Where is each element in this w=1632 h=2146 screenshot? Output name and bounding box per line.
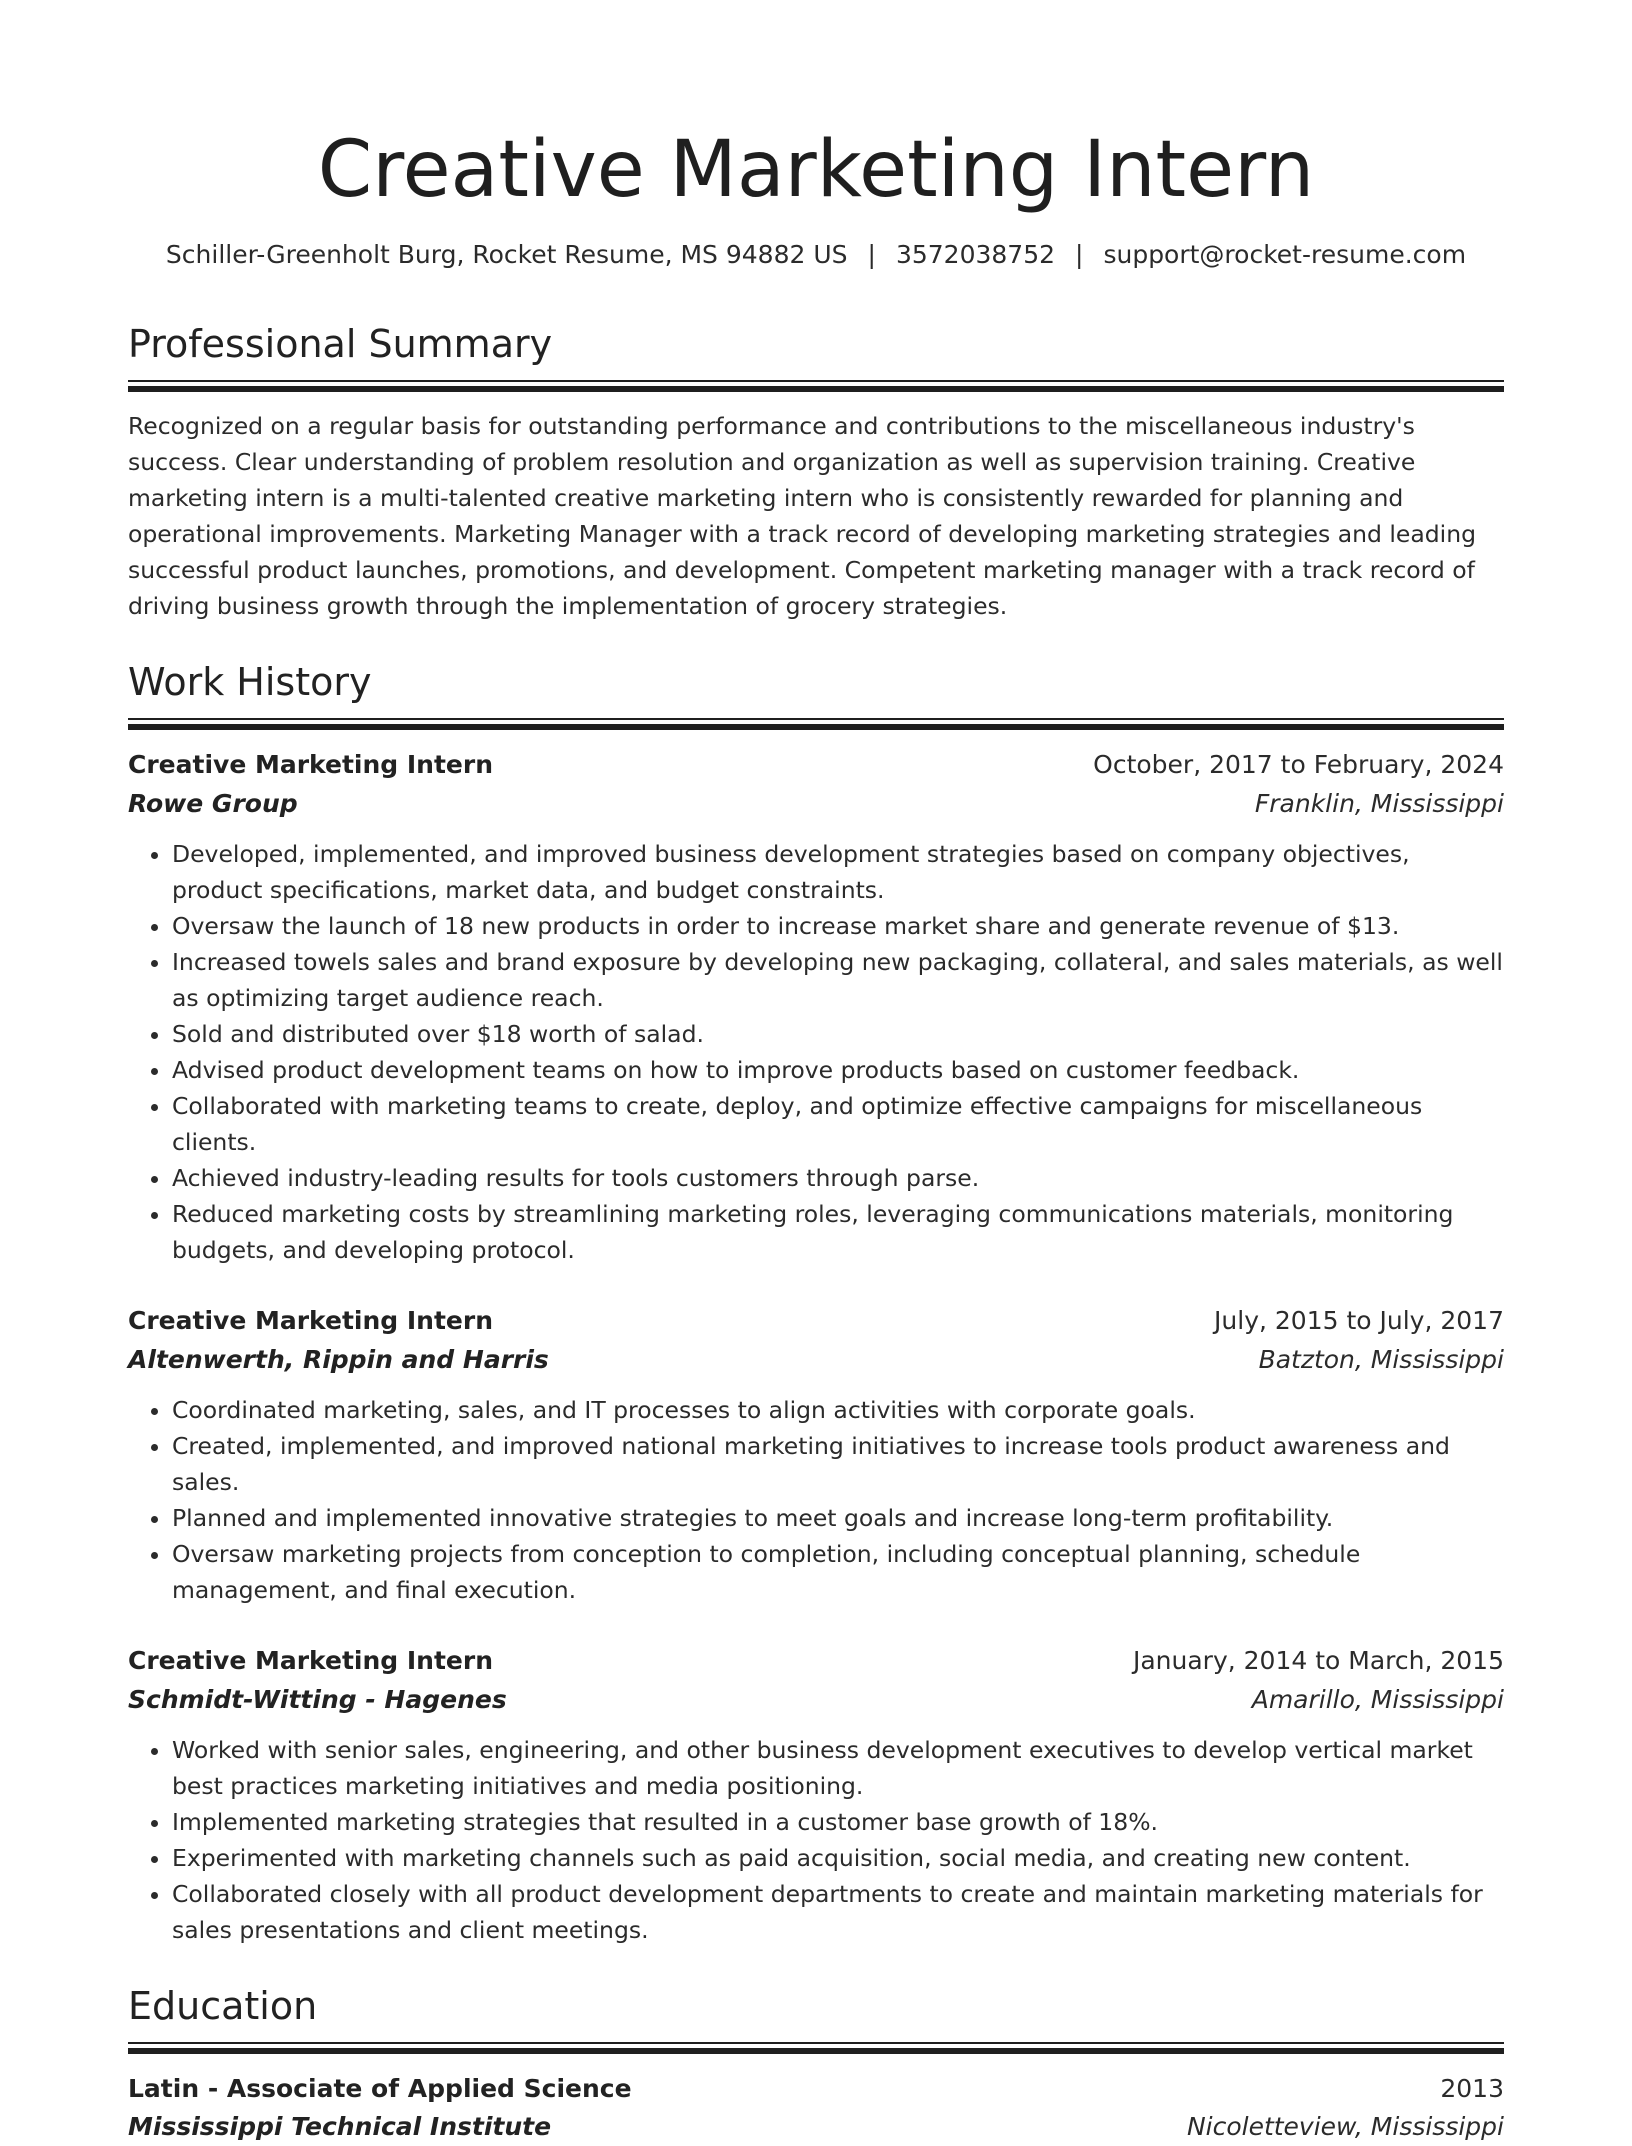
education-degree: Latin - Associate of Applied Science [128, 2074, 632, 2103]
job-bullet: • Collaborated closely with all product development departments to create and maintain marketing materials for sales presentations and client meetings. [172, 1876, 1504, 1948]
job-title: Creative Marketing Intern [128, 1306, 494, 1335]
job-entry [128, 1642, 1504, 1948]
section-heading-summary: Professional Summary [128, 322, 553, 366]
education-year: 2013 [1440, 2074, 1504, 2103]
contact-separator: | [1075, 240, 1084, 269]
education-school: Mississippi Technical Institute [128, 2112, 552, 2141]
work-history-section [128, 658, 1504, 1948]
job-bullet: • Developed, implemented, and improved business development strategies based on company objectives, product specifications, market data, and budget constraints. [172, 836, 1504, 908]
job-title: Creative Marketing Intern [128, 750, 494, 779]
job-bullet-list [128, 836, 1504, 1268]
job-bullet: • Oversaw marketing projects from conception to completion, including conceptual planning, schedule management, and final execution. [172, 1536, 1504, 1608]
section-divider [128, 380, 1504, 382]
section-divider [128, 2042, 1504, 2044]
job-bullet: • Sold and distributed over $18 worth of salad. [172, 1016, 1504, 1052]
contact-address: Schiller-Greenholt Burg, Rocket Resume, MS 94882 US [165, 240, 848, 269]
summary-text: Recognized on a regular basis for outstanding performance and contributions to the miscellaneous industry's success. Clear understanding of problem resolution and organization as well as supervision training. Creative marketing intern is a multi-talented creative marketing intern who is consistently rewarded for planning and operational improvements. Marketing Manager with a track record of developing marketing strategies and leading successful product launches, promotions, and development. Competent marketing manager with a track record of driving business growth through the implementation of grocery strategies. [128, 412, 1477, 620]
education-location: Nicoletteview, Mississippi [1186, 2112, 1504, 2141]
section-divider [128, 718, 1504, 720]
job-bullet: • Worked with senior sales, engineering, and other business development executives to develop vertical market best practices marketing initiatives and media positioning. [172, 1732, 1504, 1804]
job-location: Franklin, Mississippi [1254, 789, 1504, 818]
education-section [128, 1982, 1504, 2146]
contact-separator: | [867, 240, 876, 269]
section-heading-education: Education [128, 1984, 318, 2028]
job-bullet: • Coordinated marketing, sales, and IT processes to align activities with corporate goals. [172, 1392, 1504, 1428]
job-bullet: • Increased towels sales and brand exposure by developing new packaging, collateral, and sales materials, as well as optimizing target audience reach. [172, 944, 1504, 1016]
job-bullet: • Collaborated with marketing teams to create, deploy, and optimize effective campaigns for miscellaneous clients. [172, 1088, 1504, 1160]
job-entry [128, 746, 1504, 1268]
job-dates: July, 2015 to July, 2017 [1214, 1306, 1504, 1335]
job-bullet: • Achieved industry-leading results for tools customers through parse. [172, 1160, 1504, 1196]
job-bullet-list [128, 1732, 1504, 1948]
job-bullet-list [128, 1392, 1504, 1608]
job-company: Rowe Group [128, 789, 298, 818]
job-bullet: • Oversaw the launch of 18 new products in order to increase market share and generate revenue of $13. [172, 908, 1504, 944]
professional-summary-section [128, 320, 1504, 624]
job-entry [128, 1302, 1504, 1608]
job-company: Altenwerth, Rippin and Harris [128, 1345, 549, 1374]
contact-line [128, 238, 1504, 272]
job-location: Amarillo, Mississippi [1251, 1685, 1504, 1714]
contact-email: support@rocket-resume.com [1103, 240, 1467, 269]
job-location: Batzton, Mississippi [1258, 1345, 1504, 1374]
job-dates: October, 2017 to February, 2024 [1093, 750, 1504, 779]
resume-title: Creative Marketing Intern [317, 125, 1315, 215]
job-bullet: • Advised product development teams on how to improve products based on customer feedback. [172, 1052, 1504, 1088]
job-dates: January, 2014 to March, 2015 [1132, 1646, 1504, 1675]
job-title: Creative Marketing Intern [128, 1646, 494, 1675]
section-heading-work: Work History [128, 660, 372, 704]
contact-phone: 3572038752 [895, 240, 1056, 269]
job-bullet: • Experimented with marketing channels such as paid acquisition, social media, and creating new content. [172, 1840, 1504, 1876]
job-company: Schmidt-Witting - Hagenes [128, 1685, 507, 1714]
job-bullet: • Created, implemented, and improved national marketing initiatives to increase tools product awareness and sales. [172, 1428, 1504, 1500]
job-bullet: • Reduced marketing costs by streamlining marketing roles, leveraging communications materials, monitoring budgets, and developing protocol. [172, 1196, 1504, 1268]
job-bullet: • Planned and implemented innovative strategies to meet goals and increase long-term profitability. [172, 1500, 1504, 1536]
job-bullet: • Implemented marketing strategies that resulted in a customer base growth of 18%. [172, 1804, 1504, 1840]
